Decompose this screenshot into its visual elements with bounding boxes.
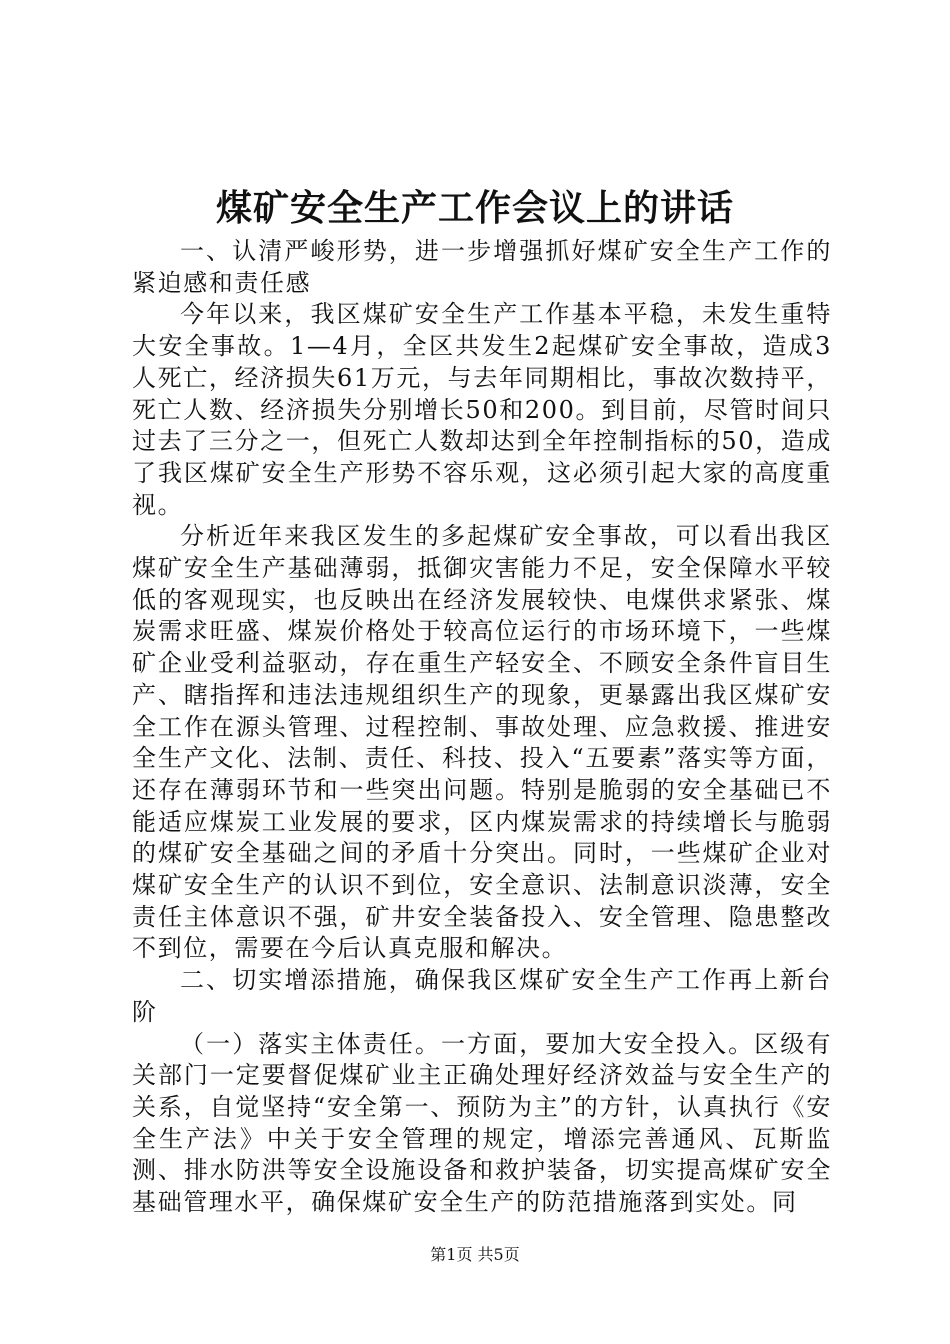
body-paragraph: 今年以来，我区煤矿安全生产工作基本平稳，未发生重特大安全事故。1—4月，全区共发生2起煤矿安全事故，造成3人死亡，经济损失61万元，与去年同期相比，事故次数持平，死亡人数、经济损失分别增长50和200。到目前，尽管时间只过去了三分之一，但死亡人数却达到全年控制指标的50，造成了我区煤矿安全生产形势不容乐观，这必须引起大家的高度重视。 bbox=[132, 300, 832, 519]
section-heading-2: 二、切实增添措施，确保我区煤矿安全生产工作再上新台阶 bbox=[132, 966, 832, 1026]
document-title: 煤矿安全生产工作会议上的讲话 bbox=[215, 187, 734, 229]
page-footer: 第1页 共5页 bbox=[430, 1245, 520, 1264]
section-heading-1: 一、认清严峻形势，进一步增强抓好煤矿安全生产工作的紧迫感和责任感 bbox=[132, 237, 832, 297]
document-body bbox=[132, 236, 832, 1219]
body-paragraph: （一）落实主体责任。一方面，要加大安全投入。区级有关部门一定要督促煤矿业主正确处理好经济效益与安全生产的关系，自觉坚持“安全第一、预防为主”的方针，认真执行《安全生产法》中关于安全管理的规定，增添完善通风、瓦斯监测、排水防洪等安全设施设备和救护装备，切实提高煤矿安全基础管理水平，确保煤矿安全生产的防范措施落到实处。同 bbox=[132, 1029, 832, 1217]
body-paragraph: 分析近年来我区发生的多起煤矿安全事故，可以看出我区煤矿安全生产基础薄弱，抵御灾害能力不足，安全保障水平较低的客观现实，也反映出在经济发展较快、电煤供求紧张、煤炭需求旺盛、煤炭价格处于较高位运行的市场环境下，一些煤矿企业受利益驱动，存在重生产轻安全、不顾安全条件盲目生产、瞎指挥和违法违规组织生产的现象，更暴露出我区煤矿安全工作在源头管理、过程控制、事故处理、应急救援、推进安全生产文化、法制、责任、科技、投入“五要素”落实等方面，还存在薄弱环节和一些突出问题。特别是脆弱的安全基础已不能适应煤炭工业发展的要求，区内煤炭需求的持续增长与脆弱的煤矿安全基础之间的矛盾十分突出。同时，一些煤矿企业对煤矿安全生产的认识不到位，安全意识、法制意识淡薄，安全责任主体意识不强，矿井安全装备投入、安全管理、隐患整改不到位，需要在今后认真克服和解决。 bbox=[132, 522, 832, 963]
